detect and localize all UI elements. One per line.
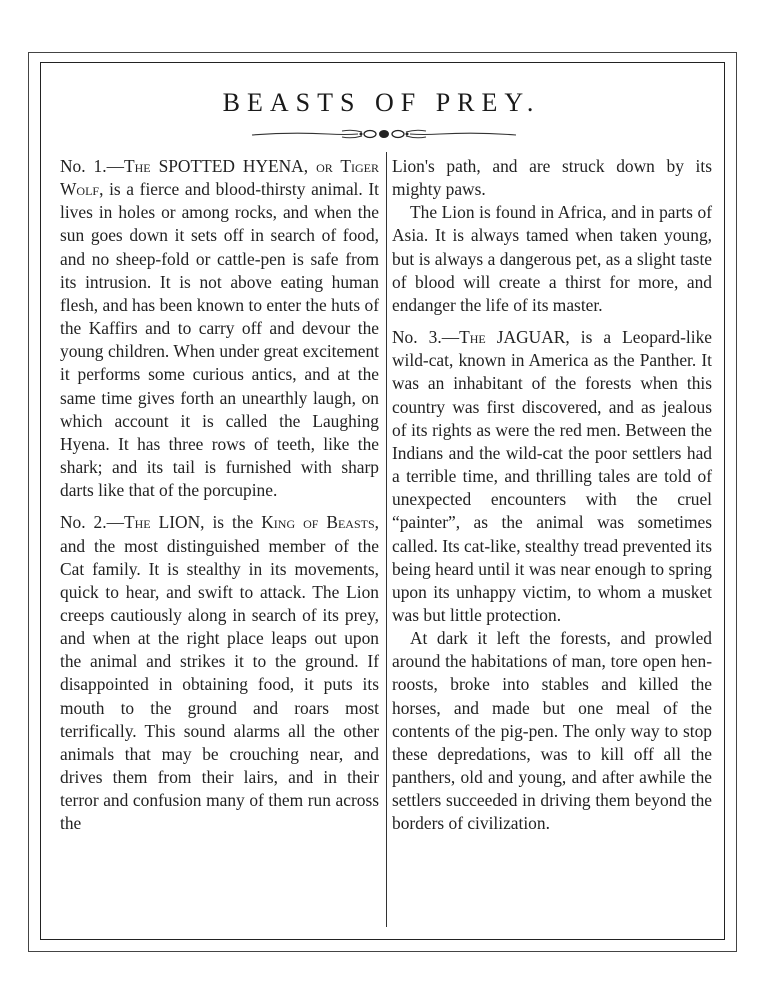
hyena-alias: or Tiger Wolf, xyxy=(60,156,379,200)
hyena-number: No. 1. xyxy=(60,156,107,176)
left-column xyxy=(60,155,379,836)
hyena-text: is a fierce and blood-thirsty animal. It lives in holes or among rocks, and when the sun goes down it sets off in search of food, and no sheep-fold or cattle-pen is safe from its intrusion. It is not above eating human flesh, and has been known to enter the huts of the Kaffirs and to carry off and devour the young children. When under great excitement it performs some curious antics, and at the same time gives forth an unearthly laugh, on which account it is called the Laughing Hyena. It has three rows of teeth, like the shark; and its tail is furnished with sharp darts like that of the porcupine. xyxy=(60,179,379,501)
hyena-entry: No. 1.—The SPOTTED HYENA, or Tiger Wolf, is a fierce and blood-thirsty animal. It lives in holes or among rocks, and when the sun goes down it sets off in search of food, and no sheep-fold or cattle-pen is safe from its intrusion. It is not above eating human flesh, and has been known to enter the huts of the Kaffirs and to carry off and devour the young children. When under great excitement it performs some curious antics, and at the same time gives forth an unearthly laugh, on which account it is called the Laughing Hyena. It has three rows of teeth, like the shark; and its tail is furnished with sharp darts like that of the porcupine. xyxy=(60,156,379,501)
lion-article: The xyxy=(124,512,151,533)
right-column xyxy=(392,155,712,836)
column-divider xyxy=(386,152,387,927)
page-title: BEASTS OF PREY. xyxy=(222,88,541,117)
hyena-article: The xyxy=(124,156,151,176)
lion-number: No. 2. xyxy=(60,512,107,533)
jaguar-name: JAGUAR, xyxy=(496,327,570,348)
jaguar-entry: No. 3.—The JAGUAR, is a Leopard-like wild-cat, known in America as the Panther. It was an inhabitant of the forests when this country was first discovered, and as jealous of its rights as were the red men. Between the Indians and the wild-cat the poor settlers had a terrible time, and thrilling tales are told of unexpected encounters with the cruel “painter”, as the animal was sometimes called. Its cat-like, stealthy tread prevented its being heard until it was near enough to spring upon its unhappy victim, to whom a musket was but little protection. xyxy=(392,327,712,625)
lion-text: and the most distinguished member of the Cat family. It is stealthy in its movements, quick to hear, and swift to attack. The Lion creeps cautiously along in search of its prey, and when at the right place leaps out upon the animal and strikes it to the ground. If disappointed in obtaining food, it puts its mouth to the ground and roars most terrifically. This sound alarms all the other animals that may be crouching near, and drives them from their lairs, and in their terror and confusion many of them run across the xyxy=(60,535,379,834)
jaguar-article: The xyxy=(459,327,486,348)
lion-continued: Lion's path, and are struck down by its mighty paws. xyxy=(392,156,712,200)
lion-title: King of Beasts, xyxy=(261,512,379,533)
lion-name: LION, xyxy=(158,512,205,533)
title-ornament-icon xyxy=(250,126,518,142)
jaguar-number: No. 3. xyxy=(392,327,442,348)
jaguar-text: is a Leopard-like wild-cat, known in America as the Panther. It was an inhabitant of the forests when this country was first discovered, and as jealous of its rights as were the red men. Between the Indians and the wild-cat the poor settlers had a terrible time, and thrilling tales are told of unexpected encounters with the cruel “painter”, as the animal was sometimes called. Its cat-like, stealthy tread prevented its being heard until it was near enough to spring upon its unhappy victim, to whom a musket was but little protection. xyxy=(392,327,712,625)
lion-paragraph-2: The Lion is found in Africa, and in parts of Asia. It is always tamed when taken young, but is always a dangerous pet, as a slight taste of blood will create a thirst for more, and endanger the life of its master. xyxy=(392,202,712,315)
jaguar-paragraph-2: At dark it left the forests, and prowled around the habitations of man, tore open hen-roosts, broke into stables and killed the horses, and made but one meal of the contents of the pig-pen. The only way to stop these depredations, was to kill off all the panthers, old and young, and after awhile the settlers succeeded in driving them beyond the borders of civilization. xyxy=(392,628,712,834)
hyena-name: SPOTTED HYENA, xyxy=(158,156,309,176)
lion-entry: No. 2.—The LION, is the King of Beasts, and the most distinguished member of the Cat family. It is stealthy in its movements, quick to hear, and swift to attack. The Lion creeps cautiously along in search of its prey, and when at the right place leaps out upon the animal and strikes it to the ground. If disappointed in obtaining food, it puts its mouth to the ground and roars most terrifically. This sound alarms all the other animals that may be crouching near, and drives them from their lairs, and in their terror and confusion many of them run across the xyxy=(60,512,379,834)
